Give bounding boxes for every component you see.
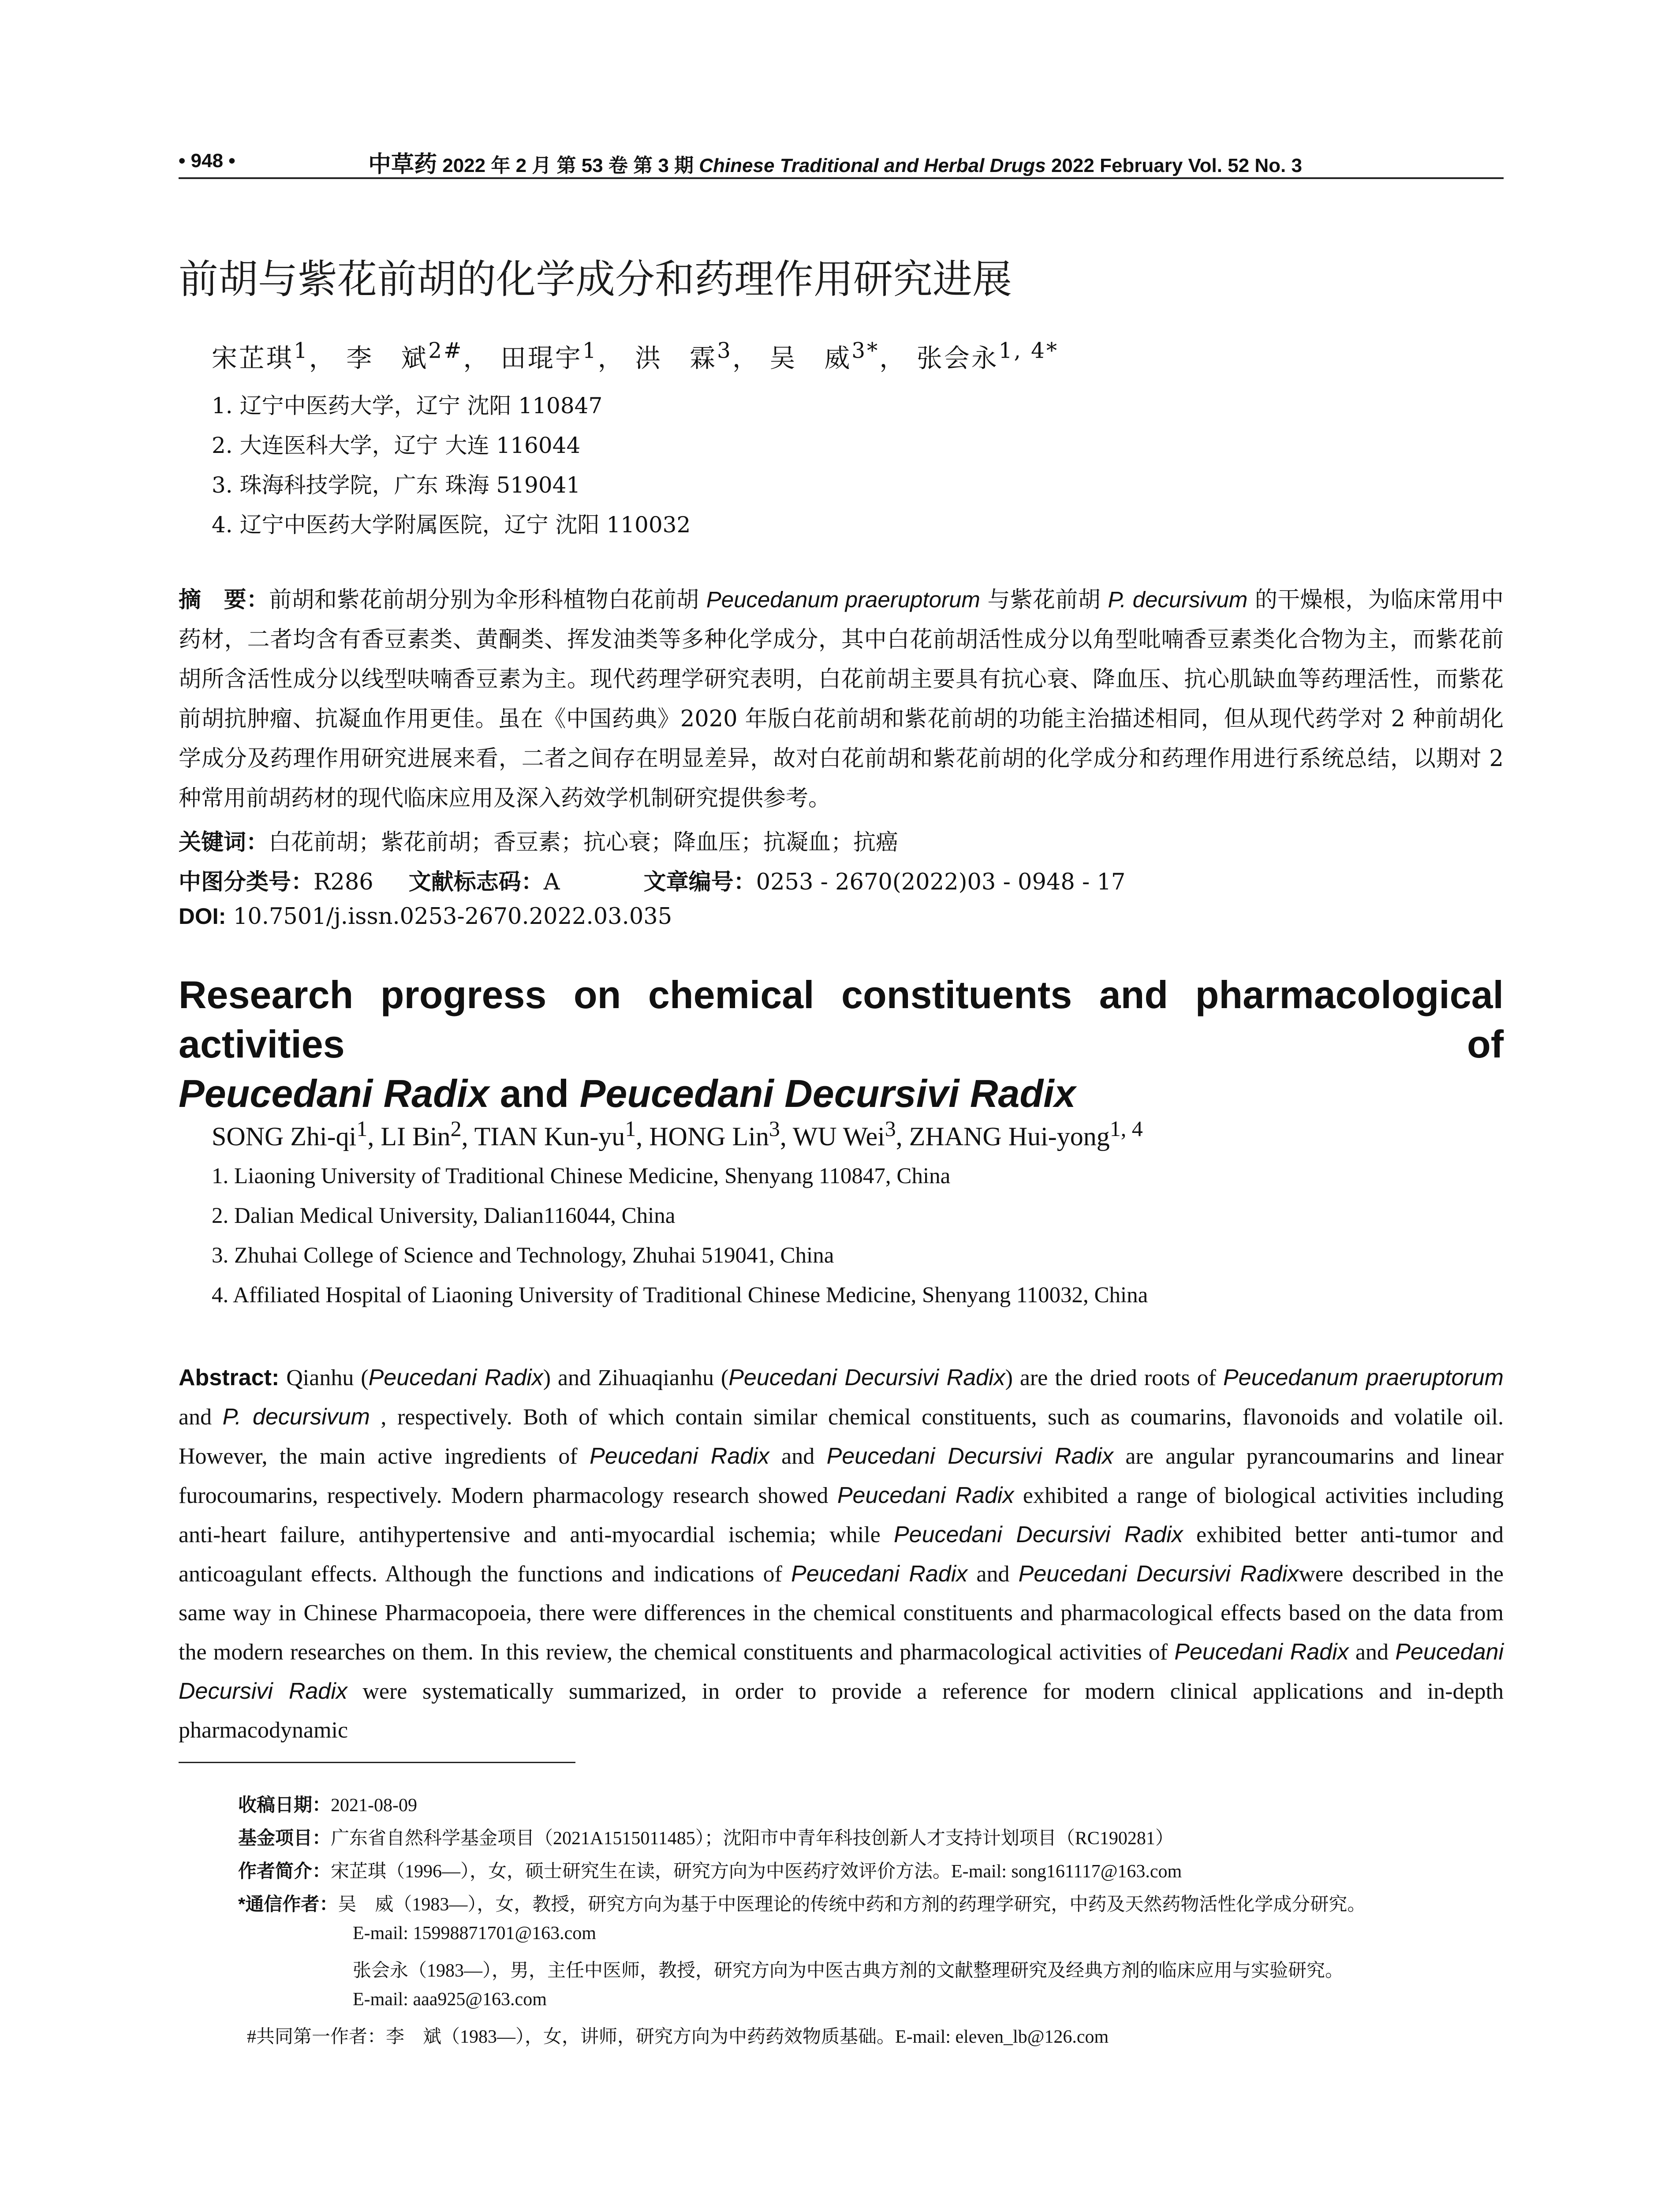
species-name: P. decursivum — [1108, 587, 1248, 612]
author-sup: 3 — [717, 338, 732, 363]
title-species: Peucedani Radix — [179, 1072, 489, 1115]
species-name: Peucedani Decursivi Radix — [728, 1365, 1005, 1390]
abstract-text: were systematically summarized, in order to provide a reference for modern clinical applications and in-depth pharmacodynamic — [179, 1679, 1504, 1743]
doi-label: DOI: — [179, 904, 226, 929]
authors-cn: 宋芷琪$^1$， 李 斌$^{2\#}$， 田琨宇$^1$， 洪 霖$^3$， 吴 威$^{3*}$， 张会永$^{1, 4*}$ — [212, 338, 1059, 373]
affiliation-cn: 2. 大连医科大学，辽宁 大连 116044 — [212, 433, 581, 458]
footnote-fund — [238, 1824, 1174, 1850]
author-cn: 田琨宇 — [500, 343, 582, 373]
abstract-text: exhibited a range of biological activities including anti-heart failure, antihypertensive and anti-myocardial ischemia; while — [179, 1483, 1504, 1547]
author-sup: 1 — [356, 1116, 368, 1141]
species-name: Peucedani Decursivi Radix — [893, 1522, 1183, 1547]
author-en: LI Bin — [381, 1122, 451, 1151]
issue-en: 2022 February Vol. 52 No. 3 — [1045, 155, 1302, 176]
author-cn: 李 斌 — [346, 343, 429, 373]
abstract-cn — [179, 580, 1504, 818]
species-name: Peucedani Radix — [791, 1561, 968, 1587]
footnote-cofirst: #共同第一作者：李 斌（1983—），女，讲师，研究方向为中药药效物质基础。E-mail: eleven_lb@126.com — [247, 2027, 1109, 2047]
affiliation-en: 4. Affiliated Hospital of Liaoning University of Traditional Chinese Medicine, Shenyang 110032, China — [212, 1283, 1148, 1308]
affiliation-en: 1. Liaoning University of Traditional Chinese Medicine, Shenyang 110847, China — [212, 1164, 951, 1188]
corresponding-label: *通信作者： — [238, 1894, 338, 1914]
affiliation-cn: 4. 辽宁中医药大学附属医院，辽宁 沈阳 110032 — [212, 512, 691, 538]
author-sup: 3* — [851, 338, 880, 363]
title-en — [179, 970, 1504, 1118]
footnote-received — [238, 1790, 417, 1817]
species-name: Peucedanum praeruptorum — [1223, 1365, 1504, 1390]
clc-value: R286 — [314, 869, 373, 895]
journal-citation — [368, 146, 1302, 179]
affiliation-cn: 1. 辽宁中医药大学，辽宁 沈阳 110847 — [212, 393, 603, 419]
received-label: 收稿日期： — [238, 1794, 331, 1815]
abstract-cn-label: 摘 要： — [179, 587, 269, 612]
footnote-bio — [238, 1857, 1182, 1883]
author-sup: 3 — [885, 1116, 896, 1141]
species-name: Peucedani Decursivi Radix — [826, 1443, 1113, 1469]
bio-value: 宋芷琪（1996—），女，硕士研究生在读，研究方向为中医药疗效评价方法。E-mail: song161117@163.com — [331, 1861, 1182, 1882]
author-en: HONG Lin — [649, 1122, 769, 1151]
article-no-label: 文章编号： — [643, 869, 756, 894]
abstract-text: and — [769, 1444, 827, 1469]
running-header — [179, 146, 1501, 181]
species-name: Peucedani Radix — [1174, 1639, 1349, 1665]
author-en: TIAN Kun-yu — [474, 1122, 625, 1151]
issue-cn: 2022 年 2 月 第 53 卷 第 3 期 — [437, 155, 699, 176]
corresponding-email-1[interactable]: E-mail: 15998871701@163.com — [353, 1923, 596, 1943]
abstract-en-label: Abstract: — [179, 1365, 280, 1390]
title-en-line2 — [179, 1072, 1076, 1115]
affiliation-en: 2. Dalian Medical University, Dalian116044, China — [212, 1203, 676, 1228]
species-name: Peucedani Decursivi Radix — [179, 1639, 1504, 1704]
fund-value: 广东省自然科学基金项目（2021A1515011485）；沈阳市中青年科技创新人才支持计划项目（RC190281） — [331, 1828, 1174, 1849]
species-name: Peucedani Radix — [368, 1365, 543, 1390]
author-sup: 1 — [294, 338, 309, 363]
author-sup: 1, 4 — [1109, 1116, 1143, 1141]
author-sup: 3 — [769, 1116, 780, 1141]
author-sup: 1 — [582, 338, 598, 363]
abstract-en — [179, 1358, 1504, 1750]
journal-name-en: Chinese Traditional and Herbal Drugs — [699, 155, 1046, 176]
doc-code-value: A — [543, 869, 560, 895]
title-cn: 前胡与紫花前胡的化学成分和药理作用研究进展 — [179, 256, 1012, 303]
species-name: Peucedanum praeruptorum — [706, 587, 980, 612]
corresponding-email-2[interactable]: E-mail: aaa925@163.com — [353, 1989, 547, 2010]
fund-label: 基金项目： — [238, 1828, 331, 1848]
abstract-text: ) are the dried roots of — [1005, 1365, 1223, 1390]
abstract-text: and — [179, 1405, 223, 1430]
doc-code-label: 文献标志码： — [408, 869, 544, 894]
author-sup: 1 — [625, 1116, 636, 1141]
species-name: Peucedani Decursivi Radix — [1018, 1561, 1299, 1587]
author-cn: 宋芷琪 — [212, 343, 294, 373]
abstract-text: are angular pyrancoumarins and linear furocoumarins, respectively. Modern pharmacology research showed — [179, 1444, 1504, 1508]
keywords-cn — [179, 824, 898, 856]
abstract-text: 的干燥根，为临床常用中药材，二者均含有香豆素类、黄酮类、挥发油类等多种化学成分，其中白花前胡活性成分以角型吡喃香豆素类化合物为主，而紫花前胡所含活性成分以线型呋喃香豆素为主。现代药理学研究表明，白花前胡主要具有抗心衰、降血压、抗心肌缺血等药理活性，而紫花前胡抗肿瘤、抗凝血作用更佳。虽在《中国药典》2020 年版白花前胡和紫花前胡的功能主治描述相同，但从现代药学对 2 种前胡化学成分及药理作用研究进展来看，二者之间存在明显差异，故对白花前胡和紫花前胡的化学成分和药理作用进行系统总结，以期对 2 种常用前胡药材的现代临床应用及深入药效学机制研究提供参考。 — [179, 587, 1504, 811]
header-rule — [179, 177, 1504, 179]
abstract-text: , respectively. Both of which contain similar chemical constituents, such as coumarins, flavonoids and volatile oil. However, the main active ingredients of — [179, 1405, 1504, 1469]
corresponding-author-1: 吴 威（1983—），女，教授，研究方向为基于中医理论的传统中药和方剂的药理学研究，中药及天然药物活性化学成分研究。 — [338, 1895, 1366, 1915]
doi-value[interactable]: 10.7501/j.issn.0253-2670.2022.03.035 — [226, 904, 672, 930]
abstract-text: were described in the same way in Chinese Pharmacopoeia, there were differences in the chemical constituents and pharmacological effects based on the data from the modern researches on them. In this review, the chemical constituents and pharmacological activities of — [179, 1562, 1504, 1665]
title-species: Peucedani Decursivi Radix — [579, 1072, 1076, 1115]
author-cn: 张会永 — [916, 343, 999, 373]
footnote-corresponding — [238, 1890, 1366, 1916]
species-name: Peucedani Radix — [837, 1483, 1014, 1508]
abstract-text: exhibited better anti-tumor and anticoagulant effects. Although the functions and indications of — [179, 1522, 1504, 1587]
abstract-text: 与紫花前胡 — [980, 587, 1108, 613]
keywords-label: 关键词： — [179, 830, 269, 855]
author-sup: 1, 4* — [998, 338, 1059, 363]
abstract-text: and — [1348, 1640, 1396, 1665]
authors-en: SONG Zhi-$qi^1$, LI Bin$^2$, TIAN Kun-$yu^1$, HONG Lin$^3$, WU Wei$^3$, ZHANG Hui-yong$^{1, 4}$ — [212, 1116, 1143, 1151]
article-no-value: 0253 - 2670(2022)03 - 0948 - 17 — [756, 869, 1126, 895]
bio-label: 作者简介： — [238, 1861, 331, 1881]
species-name: Peucedani Radix — [590, 1443, 769, 1469]
clc-label: 中图分类号： — [179, 869, 314, 894]
title-conj: and — [489, 1072, 580, 1115]
author-sup: 2# — [428, 338, 463, 363]
author-en: WU Wei — [792, 1122, 885, 1151]
author-en: SONG Zhi-qi — [212, 1122, 357, 1151]
keywords-text: 白花前胡；紫花前胡；香豆素；抗心衰；降血压；抗凝血；抗癌 — [269, 830, 899, 856]
classification-line — [179, 863, 1125, 896]
author-cn: 吴 威 — [769, 343, 852, 373]
abstract-text: 前胡和紫花前胡分别为伞形科植物白花前胡 — [269, 587, 706, 613]
corresponding-author-2: 张会永（1983—），男，主任中医师，教授，研究方向为中医古典方剂的文献整理研究及经典方剂的临床应用与实验研究。 — [353, 1961, 1344, 1981]
abstract-text: ) and Zihuaqianhu ( — [543, 1365, 729, 1390]
author-cn: 洪 霖 — [635, 343, 717, 373]
abstract-text: Qianhu ( — [279, 1365, 369, 1390]
affiliation-en: 3. Zhuhai College of Science and Technology, Zhuhai 519041, China — [212, 1243, 834, 1268]
title-en-line1: Research progress on chemical constituents and pharmacological activities of — [179, 973, 1504, 1066]
author-sup: 2 — [450, 1116, 462, 1141]
author-en: ZHANG Hui-yong — [909, 1122, 1110, 1151]
journal-name-cn: 中草药 — [368, 152, 437, 177]
species-name: P. decursivum — [222, 1404, 370, 1430]
received-value: 2021-08-09 — [331, 1795, 417, 1816]
page-number: • 948 • — [179, 150, 235, 172]
abstract-text: and — [967, 1562, 1019, 1587]
doi-line — [179, 903, 672, 930]
footnote-rule — [179, 1762, 575, 1763]
affiliation-cn: 3. 珠海科技学院，广东 珠海 519041 — [212, 472, 581, 498]
